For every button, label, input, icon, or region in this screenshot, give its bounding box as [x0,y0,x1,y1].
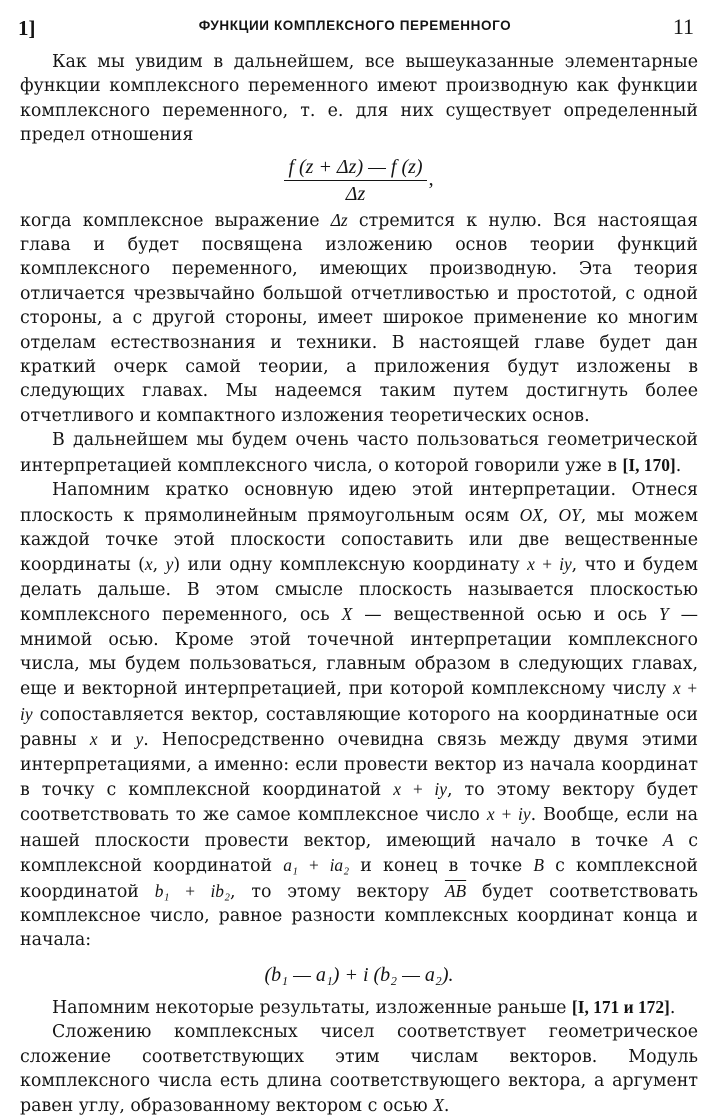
text-run: и конец в точке [349,856,534,877]
math-x-axis: X [433,1095,444,1116]
text-run: . Вообще, если на нашей плоскости провести вектор, имеющий начало в точке [20,805,698,851]
math-x-plus-iy: x + iy [486,804,531,825]
math-x-plus-iy: x + iy [393,778,447,799]
math-ox: OX [519,504,543,525]
paragraph-3 [20,428,698,478]
math-y: y [135,729,144,750]
fraction [284,156,426,205]
formula-comma: , [428,167,434,190]
text-run: Сложению комплексных чисел соответствует геометрическое сложение соответствующих этим числам векторов. Модуль комплексного числа есть длина соответствующего вектора, а аргумент равен углу, образованному вектором с осью [20,1022,698,1117]
text-run: В дальнейшем мы будем очень часто пользоваться геометрической интерпретацией комплексного числа, о которой говорили уже в [20,430,698,476]
paragraph-1: Как мы увидим в дальнейшем, все вышеуказанные элементарные функции комплексного переменного имеют производную как функции комплексного переменного, т. е. для них существует определенный предел отношения [20,52,698,146]
text-run: сопоставляется вектор, составляющие которого на координатные оси равны [20,704,698,751]
text-run: — вещественной осью и ось [352,605,659,626]
page-header [14,14,696,38]
text-run: . [443,1096,450,1117]
page-body [20,50,698,1119]
text-run: с комплексной координатой [20,830,698,877]
text-run: , мы можем каждой точке этой плоскости сопоставить или две вещественные координаты ( [20,505,698,576]
text-run: . [675,455,682,476]
text-run: с комплексной координатой [20,856,699,902]
text-run: когда комплексное выражение [20,210,331,231]
text-run: Напомним некоторые результаты, изложенные раньше [52,997,572,1018]
text-run: ) или одну комплексную координату [173,555,528,576]
formula-difference-quotient [20,148,698,208]
math-x: x [144,554,153,575]
math-x-plus-iy: x + iy [527,554,572,575]
text-run: стремится к нулю. Вся настоящая глава и будет посвящена изложению основ теории функций комплексного переменного, имеющих производную. Эта теория отличается чрезвычайно большой отчетливостью и простотой, с одной стороны, а с другой стороны, имеет широкое применение ко многим отделам естествознания и техники. В настоящей главе будет дан краткий очерк самой теории, а приложения будут изложены в следующих главах. Мы надеемся таким путем достигнуть более отчетливого и компактного изложения теоретических основ. [20,210,698,426]
math-x: x [89,729,98,750]
math-y: y [165,554,174,575]
math-x-axis: X [341,604,353,625]
text-run: Напомним кратко основную идею этой интерпретации. Отнеся плоскость к прямолинейным прямоугольным осям [20,480,698,526]
text-run: — мнимой осью. Кроме этой точечной интерпретации комплексного числа, мы будем пользоваться, главным образом в следующих главах, еще и векторной интерпретацией, при которой комплексному числу [20,605,698,700]
reference: [I, 171 и 172] [571,996,670,1017]
math-oy: OY [558,504,581,525]
math-point-b: B [533,855,544,876]
math-b-coordinate: b₁ + ib₂ [154,880,231,901]
text-run: и [97,730,136,751]
text-run: , то этому вектору будет соответствовать то же самое комплексное число [20,779,698,826]
text-run: . [669,997,676,1018]
fraction-numerator: f (z + Δz) — f (z) [284,156,426,181]
math-dz: Δz [330,209,348,230]
text-run: , то этому вектору [230,881,445,902]
section-number: 1] [18,16,36,40]
paragraph-2 [20,208,698,429]
text-run: будет соответствовать комплексное число, равное разности комплексных координат конца и начала: [20,881,698,951]
reference: [I, 170] [622,454,676,475]
text-run: , что и будем делать дальше. В этом смысле плоскость называется плоскостью комплексного переменного, ось [20,555,698,626]
math-x-plus-iy: x + iy [20,678,698,724]
math-y-axis: Y [658,604,669,625]
page-number: 11 [672,14,694,39]
paragraph-5 [20,995,698,1020]
math-vector-ab: $\overline{AB}$ [444,880,467,901]
text-run: . Непосредственно очевидна связь между двумя этими интерпретациями, а именно: если провести вектор из начала координат в точку с комплексной координатой [20,730,698,800]
formula-difference: (b₁ — a₁) + i (b₂ — a₂). [264,963,454,986]
math-point-a: A [662,829,674,850]
running-title: ФУНКЦИИ КОМПЛЕКСНОГО ПЕРЕМЕННОГО [198,18,512,33]
math-a-coordinate: a₁ + ia₂ [283,855,350,876]
text-run: , [542,505,559,526]
paragraph-6 [20,1020,698,1119]
paragraph-4 [20,478,698,953]
fraction-denominator: Δz [345,182,366,205]
text-run: , [152,555,166,576]
